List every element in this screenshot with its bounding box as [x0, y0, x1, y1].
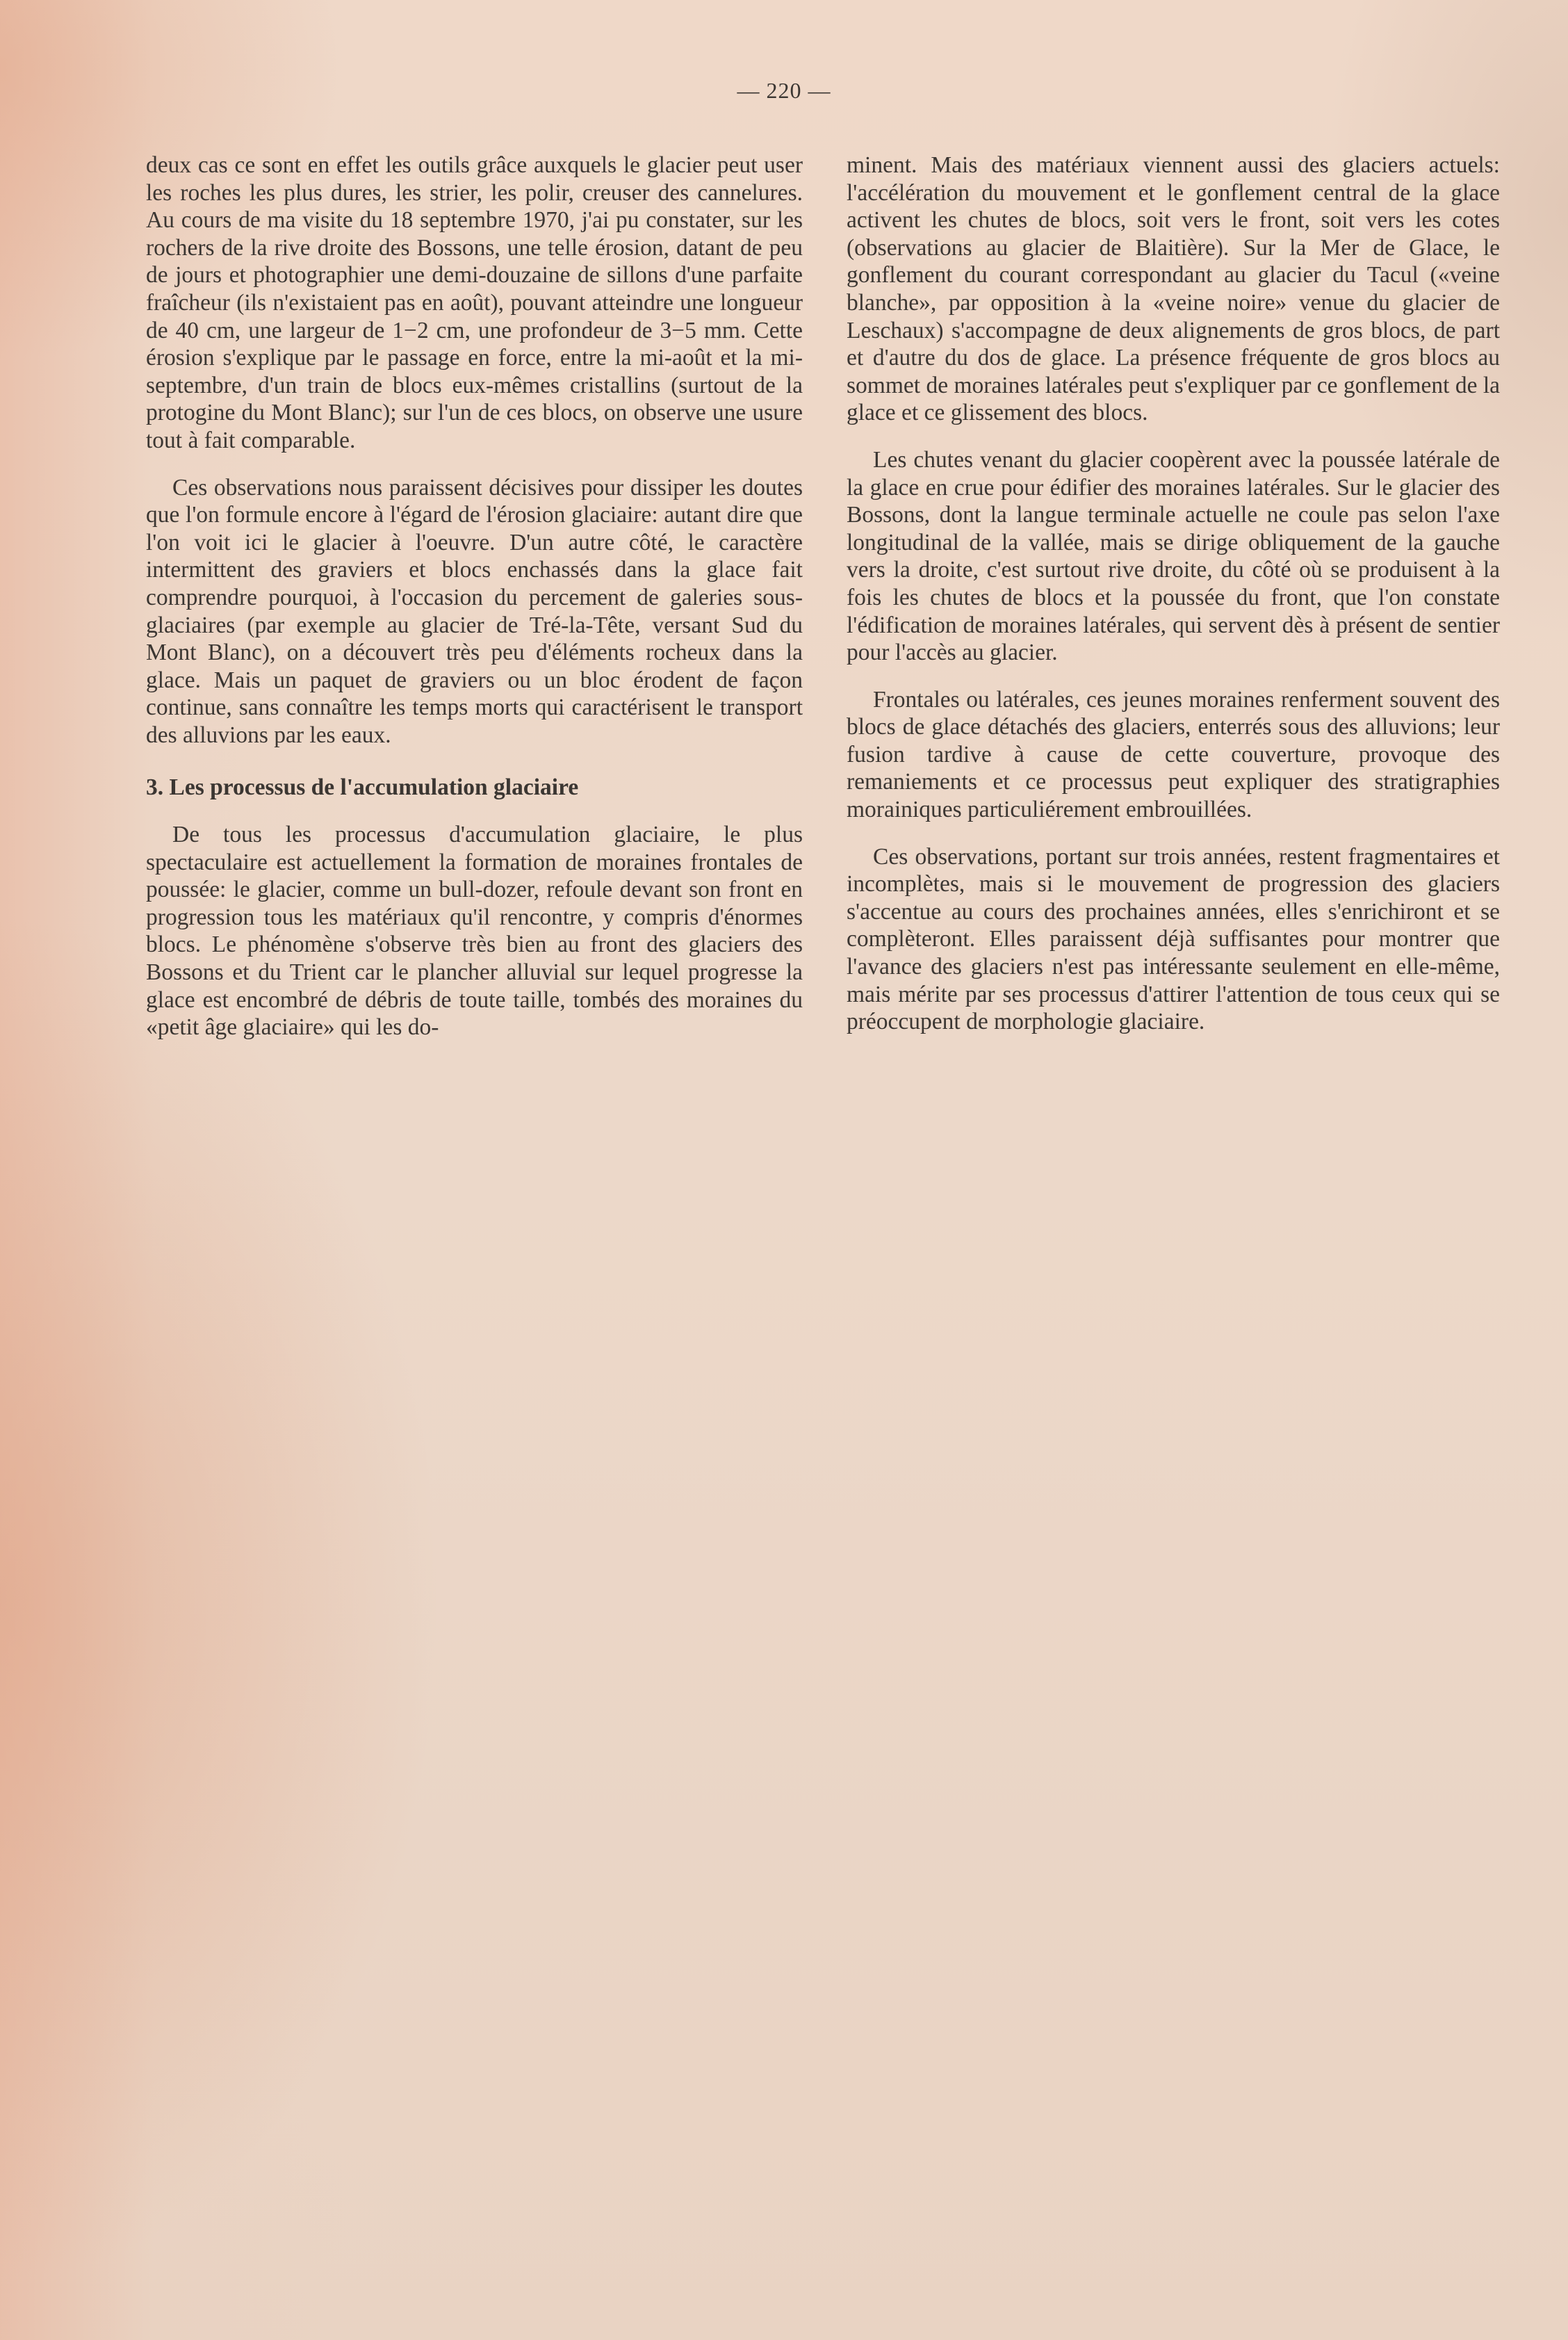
paragraph-push-moraines: De tous les processus d'accumulation glaciaire, le plus spectaculaire est actuellement la formation de moraines frontales de poussée: le glacier, comme un bull-dozer, refoule devant son front en progression tous les matériaux qu'il rencontre, y compris d'énormes blocs. Le phénomène s'observe très bien au front des glaciers des Bossons et du Trient car le plancher alluvial sur lequel progresse la glace est encombré de débris de toute taille, tombés des moraines du «petit âge glaciaire» qui les do-: [146, 822, 803, 1041]
page-number: — 220 —: [737, 78, 831, 103]
paragraph-lateral-moraines: Les chutes venant du glacier coopèrent avec la poussée latérale de la glace en crue pour édifier des moraines latérales. Sur le glacier des Bossons, dont la langue terminale actuelle ne coule pas selon l'axe longitudinal de la vallée, mais se dirige obliquement de la gauche vers la droite, c'est surtout rive droite, du côté où se produisent à la fois les chutes de blocs et la poussée du front, que l'on constate l'édification de moraines latérales, qui servent dès à présent de sentier pour l'accès au glacier.: [847, 446, 1500, 666]
paragraph-young-moraines: Frontales ou latérales, ces jeunes moraines renferment souvent des blocs de glace détachés des glaciers, enterrés sous des alluvions; leur fusion tardive à cause de cette couverture, provoque des remaniements et ce processus peut expliquer des stratigraphies morainiques particuliérement embrouillées.: [847, 686, 1500, 823]
paragraph-erosion-observation: deux cas ce sont en effet les outils grâce auxquels le glacier peut user les roches les plus dures, les strier, les polir, creuser des cannelures. Au cours de ma visite du 18 septembre 1970, j'ai pu constater, sur les rochers de la rive droite des Bossons, une telle érosion, datant de peu de jours et photographier une demi-douzaine de sillons d'une parfaite fraîcheur (ils n'existaient pas en août), pouvant atteindre une longueur de 40 cm, une largeur de 1−2 cm, une profondeur de 3−5 mm. Cette érosion s'explique par le passage en force, entre la mi-août et la mi-septembre, d'un train de blocs eux-mêmes cristallins (surtout de la protogine du Mont Blanc); sur l'un de ces blocs, on observe une usure tout à fait comparable.: [146, 152, 803, 453]
paragraph-decisive-observations: Ces observations nous paraissent décisives pour dissiper les doutes que l'on formule encore à l'égard de l'érosion glaciaire: autant dire que l'on voit ici le glacier à l'oeuvre. D'un autre côté, le caractère intermittent des graviers et blocs enchassés dans la glace fait comprendre pourquoi, à l'occasion du percement de galeries sous-glaciaires (par exemple au glacier de Tré-la-Tête, versant Sud du Mont Blanc), on a découvert très peu d'éléments rocheux dans la glace. Mais un paquet de graviers ou un bloc érodent de façon continue, sans connaître les temps morts qui caractérisent le transport des alluvions par les eaux.: [146, 474, 803, 748]
paragraph-conclusion: Ces observations, portant sur trois années, restent fragmentaires et incomplètes, mais si le mouvement de progression des glaciers s'accentue au cours des prochaines années, elles s'enrichiront et se complèteront. Elles paraissent déjà suffisantes pour montrer que l'avance des glaciers n'est pas intéressante seulement en elle-même, mais mérite par ses processus d'attirer l'attention de tous ceux qui se préoccupent de morphologie glaciaire.: [847, 843, 1500, 1035]
paragraph-materials-current-glaciers: minent. Mais des matériaux viennent aussi des glaciers actuels: l'accélération du mouvement et le gonflement central de la glace activent les chutes de blocs, soit vers le front, soit vers les cotes (observations au glacier de Blaitière). Sur la Mer de Glace, le gonflement du courant correspondant au glacier du Tacul («veine blanche», par opposition à la «veine noire» venue du glacier de Leschaux) s'accompagne de deux alignements de gros blocs, de part et d'autre du dos de glace. La présence fréquente de gros blocs au sommet de moraines latérales peut s'expliquer par ce gonflement de la glace et ce glissement des blocs.: [847, 152, 1500, 426]
left-column: [146, 152, 803, 1041]
right-column: [847, 152, 1500, 1036]
section-heading-accumulation: 3. Les processus de l'accumulation glaciaire: [146, 774, 579, 801]
